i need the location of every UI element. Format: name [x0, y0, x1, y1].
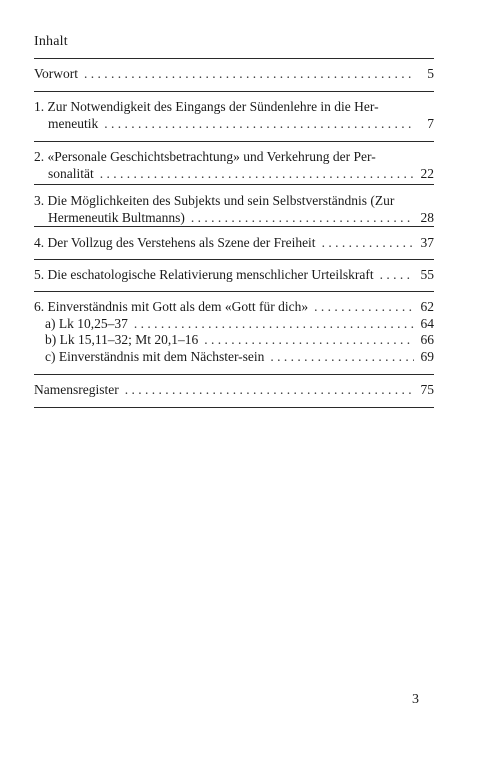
- toc-line: [34, 267, 434, 284]
- toc-entry-namensregister: [34, 382, 434, 399]
- toc-page-number: 7: [427, 115, 434, 131]
- toc-line: [34, 99, 434, 116]
- toc-entry-title-continued: sonalität: [48, 165, 94, 181]
- toc-entry-title: 3. Die Möglichkeiten des Subjekts und sein Selbstverständnis (Zur: [34, 193, 395, 208]
- divider: [34, 291, 434, 292]
- divider: [34, 407, 434, 408]
- dot-leader: [191, 210, 414, 227]
- divider: [34, 141, 434, 142]
- divider: [34, 259, 434, 260]
- divider: [34, 374, 434, 375]
- divider: [34, 58, 434, 59]
- dot-leader: [380, 267, 414, 284]
- toc-subentry: [34, 316, 434, 333]
- toc-entry-chapter-2: [34, 149, 434, 182]
- toc-page-number: 69: [420, 348, 434, 364]
- dot-leader: [204, 332, 414, 349]
- dot-leader: [322, 235, 414, 252]
- dot-leader: [270, 349, 414, 366]
- toc-entry-chapter-6: [34, 299, 434, 365]
- toc-entry-chapter-3: [34, 193, 434, 226]
- toc-page-number: 55: [420, 267, 434, 282]
- toc-entry-chapter-4: [34, 235, 434, 252]
- toc-subentry-title: b) Lk 15,11–32; Mt 20,1–16: [45, 332, 199, 347]
- toc-page-number: 64: [420, 315, 434, 331]
- dot-leader: [314, 299, 414, 316]
- toc-entry-title: 6. Einverständnis mit Gott als dem «Gott für dich»: [34, 299, 309, 314]
- toc-entry-chapter-5: [34, 267, 434, 284]
- toc-page-number: 28: [420, 209, 434, 225]
- toc-entry-title: 4. Der Vollzug des Verstehens als Szene der Freiheit: [34, 235, 316, 250]
- toc-heading: Inhalt: [34, 34, 68, 49]
- toc-page-number: 5: [427, 66, 434, 81]
- toc-entry-chapter-1: [34, 99, 434, 132]
- toc-page-number: 22: [420, 165, 434, 181]
- page-number: 3: [412, 692, 419, 707]
- toc-entry-title: 1. Zur Notwendigkeit des Eingangs der Sündenlehre in die Her-: [34, 99, 379, 114]
- dot-leader: [125, 382, 414, 399]
- toc-subentry: [34, 349, 434, 366]
- dot-leader: [100, 166, 414, 183]
- toc-subentry-title: c) Einverständnis mit dem Nächster-sein: [45, 348, 265, 364]
- toc-line: [34, 382, 434, 399]
- dot-leader: [104, 116, 414, 133]
- toc-line: [34, 299, 434, 316]
- dot-leader: [134, 316, 414, 333]
- toc-page-number: 62: [420, 299, 434, 314]
- toc-entry-vorwort: [34, 66, 434, 83]
- toc-entry-title: 5. Die eschatologische Relativierung menschlicher Urteilskraft: [34, 267, 374, 282]
- toc-line: [34, 66, 434, 83]
- toc-line: [34, 235, 434, 252]
- toc-subentry-title: a) Lk 10,25–37: [45, 315, 128, 331]
- toc-page-number: 66: [420, 332, 434, 347]
- divider: [34, 184, 434, 185]
- toc-entry-title-continued: meneutik: [48, 115, 99, 131]
- toc-page-number: 75: [420, 382, 434, 397]
- toc-entry-title-continued: Hermeneutik Bultmanns): [48, 209, 185, 225]
- toc-subentry: [34, 332, 434, 349]
- toc-line: [34, 149, 434, 166]
- divider: [34, 226, 434, 227]
- divider: [34, 91, 434, 92]
- toc-entry-title: Namensregister: [34, 382, 119, 397]
- toc-page-number: 37: [420, 235, 434, 250]
- toc-entry-title: 2. «Personale Geschichtsbetrachtung» und Verkehrung der Per-: [34, 149, 376, 164]
- toc-line: [34, 210, 434, 227]
- dot-leader: [84, 66, 414, 83]
- toc-line: [34, 166, 434, 183]
- toc-line: [34, 193, 434, 210]
- toc-line: [34, 116, 434, 133]
- toc-entry-title: Vorwort: [34, 66, 79, 81]
